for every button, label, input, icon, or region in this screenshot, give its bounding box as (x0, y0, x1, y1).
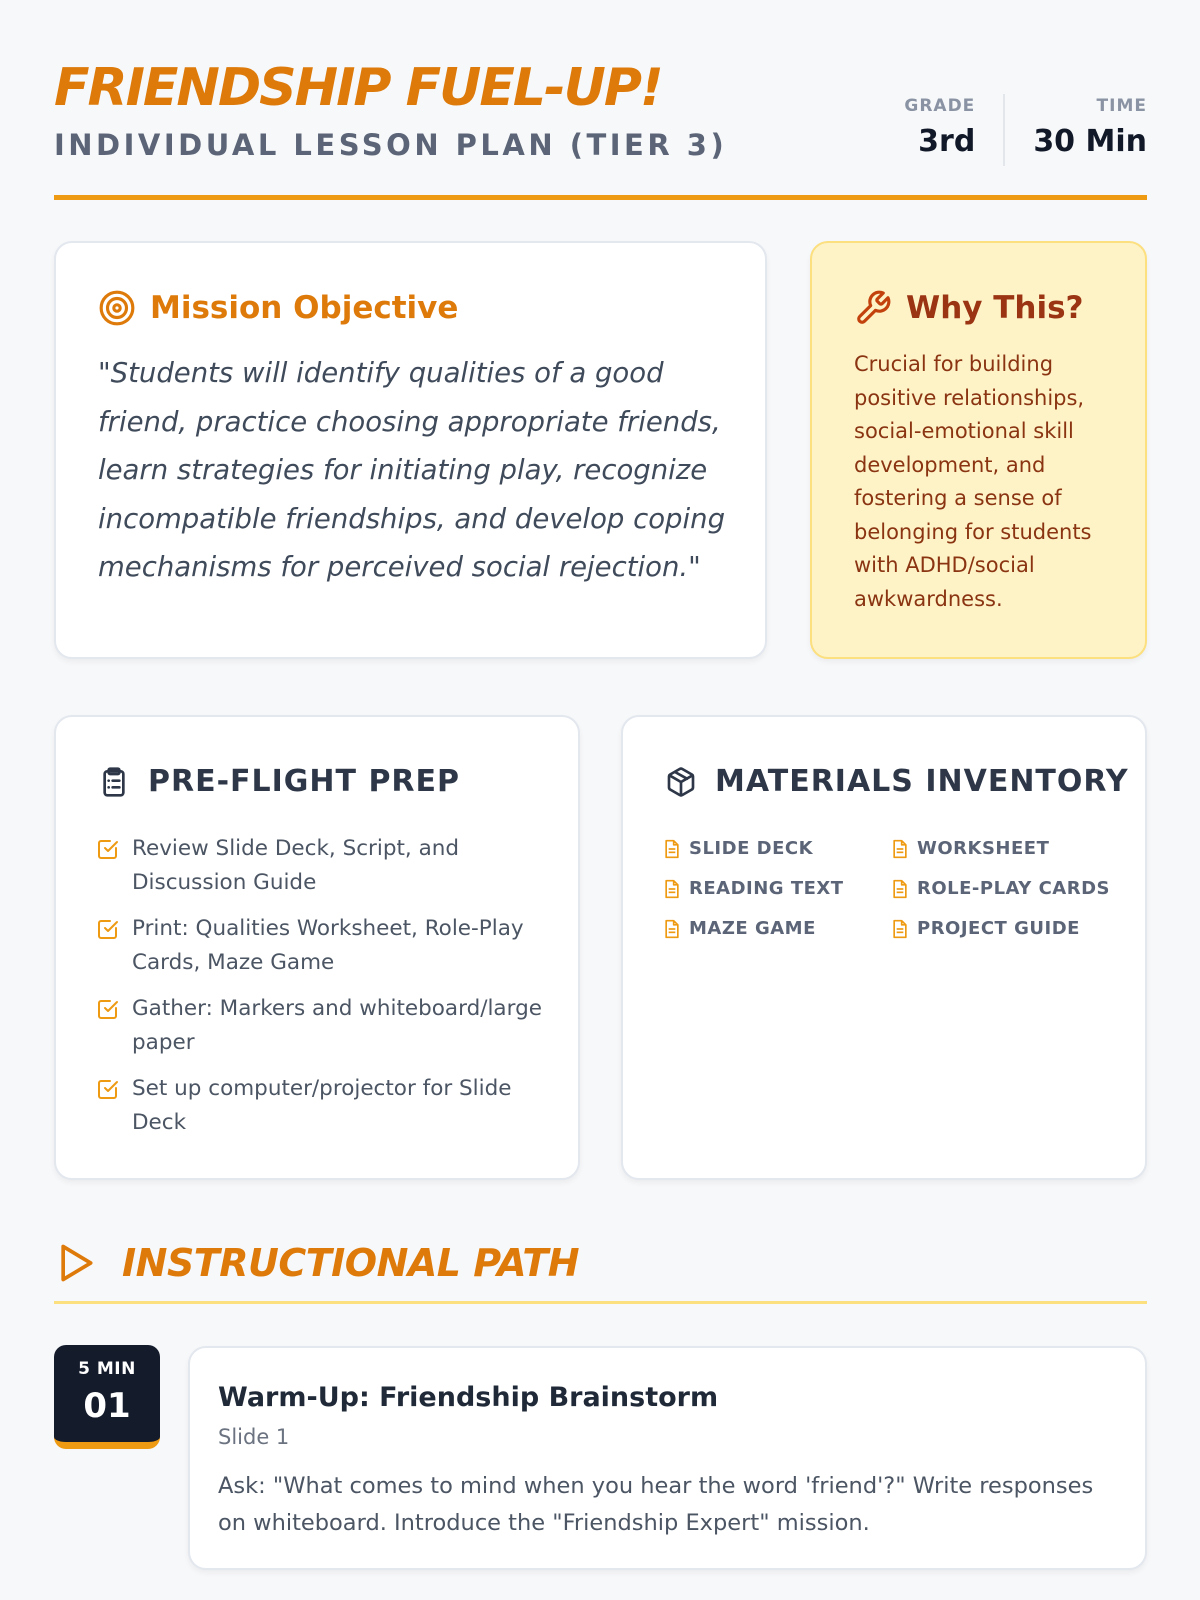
materials-list (663, 835, 1123, 943)
path-heading (54, 1238, 579, 1288)
checkbox-checked-icon (96, 1077, 120, 1101)
objective-heading (98, 288, 458, 328)
why-title: Why This? (906, 290, 1084, 326)
material-item (663, 875, 891, 903)
prep-title: PRE-FLIGHT PREP (148, 764, 461, 799)
checklist-item-text: Set up computer/projector for Slide Deck (132, 1076, 512, 1135)
grade-value: 3rd (918, 124, 976, 159)
material-label: MAZE GAME (689, 918, 816, 939)
material-label: READING TEXT (689, 878, 844, 899)
time-block (1005, 94, 1147, 166)
lesson-plan-page (54, 0, 1147, 1600)
prep-checklist (96, 832, 546, 1152)
time-value: 30 Min (1033, 124, 1147, 159)
checklist-item (96, 912, 546, 979)
step-number: 01 (83, 1386, 131, 1426)
why-text: Crucial for building positive relationships, social-emotional skill development, and fostering a sense of belonging for students with ADHD/social awkwardness. (854, 352, 1092, 611)
page-header (54, 58, 1147, 200)
material-item (663, 835, 891, 863)
step-card (188, 1346, 1147, 1570)
checklist-item (96, 1072, 546, 1139)
checkbox-checked-icon (96, 997, 120, 1021)
prep-card (54, 715, 580, 1180)
page-title: FRIENDSHIP FUEL-UP! (54, 58, 662, 118)
grade-block (904, 94, 1005, 166)
step-badge (54, 1345, 160, 1449)
file-icon (891, 879, 909, 899)
checkbox-checked-icon (96, 917, 120, 941)
material-label: PROJECT GUIDE (917, 918, 1080, 939)
play-icon (54, 1241, 98, 1285)
materials-title: MATERIALS INVENTORY (715, 764, 1129, 799)
why-heading (854, 288, 1084, 328)
material-item (891, 915, 1119, 943)
prep-heading (98, 762, 460, 802)
checklist-item (96, 992, 546, 1059)
checklist-item (96, 832, 546, 899)
step-time: 5 MIN (78, 1359, 136, 1379)
path-title: INSTRUCTIONAL PATH (122, 1241, 580, 1285)
file-icon (891, 839, 909, 859)
file-icon (663, 879, 681, 899)
material-label: SLIDE DECK (689, 838, 814, 859)
material-item (663, 915, 891, 943)
page-subtitle: INDIVIDUAL LESSON PLAN (TIER 3) (54, 128, 728, 162)
wrench-icon (854, 289, 892, 327)
material-label: WORKSHEET (917, 838, 1050, 859)
lesson-meta (904, 94, 1147, 166)
clipboard-icon (98, 766, 130, 798)
material-item (891, 875, 1119, 903)
materials-card (621, 715, 1147, 1180)
material-label: ROLE-PLAY CARDS (917, 878, 1110, 899)
step-title: Warm-Up: Friendship Brainstorm (218, 1382, 719, 1413)
box-icon (665, 766, 697, 798)
path-header (54, 1232, 1147, 1304)
step-description: Ask: "What comes to mind when you hear the word 'friend'?" Write responses on whiteboard. Introduce the "Friendship Expert" mission. (218, 1473, 1094, 1536)
file-icon (891, 919, 909, 939)
step-slide-ref: Slide 1 (218, 1425, 290, 1449)
file-icon (663, 839, 681, 859)
checklist-item-text: Print: Qualities Worksheet, Role-Play Cards, Maze Game (132, 916, 524, 975)
why-card (810, 241, 1147, 659)
objective-card (54, 241, 767, 659)
checkbox-checked-icon (96, 837, 120, 861)
target-icon (98, 289, 136, 327)
checklist-item-text: Review Slide Deck, Script, and Discussion Guide (132, 836, 460, 895)
material-item (891, 835, 1119, 863)
file-icon (663, 919, 681, 939)
checklist-item-text: Gather: Markers and whiteboard/large paper (132, 996, 542, 1055)
objective-text: "Students will identify qualities of a good friend, practice choosing appropriate friends, learn strategies for initiating play, recognize incompatible friendships, and develop coping mechanisms for perceived social rejection." (98, 357, 726, 583)
time-label: TIME (1096, 96, 1147, 116)
grade-label: GRADE (904, 96, 976, 116)
materials-heading (665, 762, 1129, 802)
objective-title: Mission Objective (150, 290, 459, 326)
